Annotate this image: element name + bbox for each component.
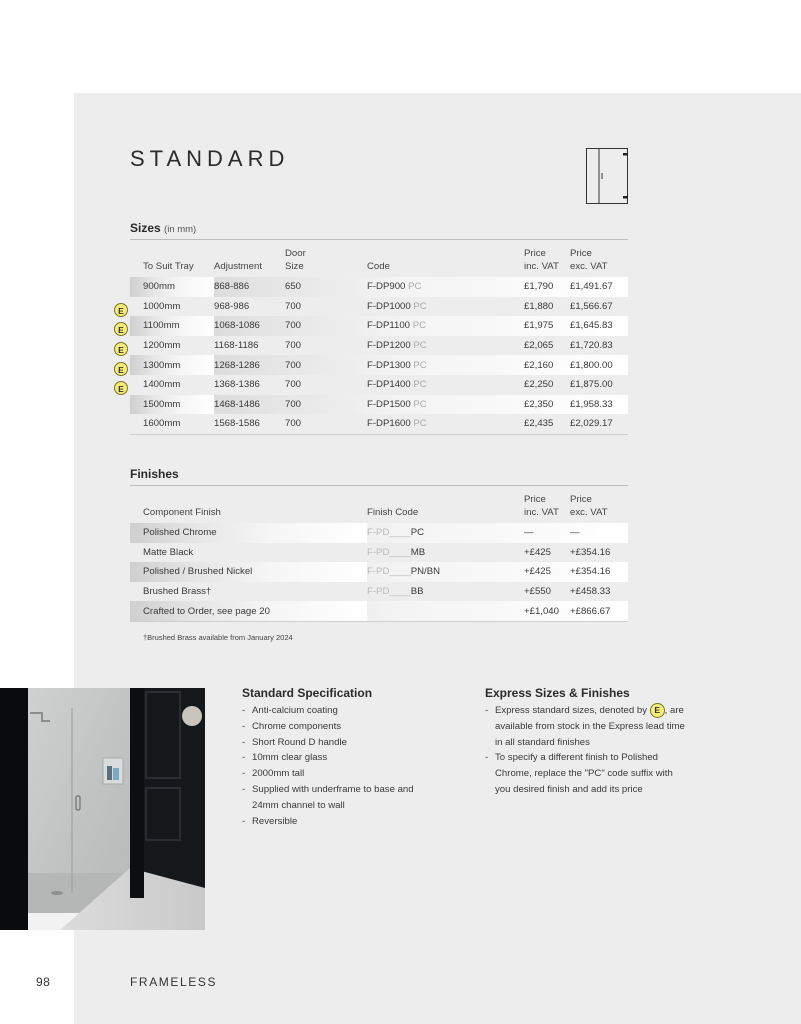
price-exc-cell: £1,875.00 [570,379,613,391]
code-cell: F-DP1500 PC [367,398,427,410]
code-cell: F-DP1200 PC [367,340,427,352]
tray-cell: 900mm [130,277,214,297]
price-exc-cell: — [570,527,580,539]
sizes-heading-label: Sizes [130,221,161,235]
finishes-row [130,562,628,582]
door-size-cell: 650 [285,281,302,293]
door-size-cell: 700 [285,300,302,312]
tray-cell: 1500mm [130,395,214,415]
sizes-row [130,277,628,297]
finishes-row [130,582,628,602]
finish-code-cell: F-PD____MB [367,546,426,558]
standard-spec-list [242,703,442,829]
tray-cell: E 1100mm [130,316,214,336]
express-badge-icon: E [114,342,128,356]
sizes-row [130,355,628,375]
tray-cell: E 1000mm [130,297,214,317]
price-exc-cell: +£354.16 [570,546,611,558]
price-inc-cell: £2,350 [524,398,554,410]
section-footer-label: FRAMELESS [130,975,218,989]
col-header-tray: To Suit Tray [143,260,194,272]
price-inc-cell: +£425 [524,566,551,578]
express-badge-icon: E [114,322,128,336]
sizes-row [130,316,628,336]
col-header-code: Code [367,260,390,272]
finishes-heading-label: Finishes [130,467,179,481]
finish-code-cell: F-PD____PN/BN [367,566,441,578]
sizes-row [130,336,628,356]
code-cell: F-DP1300 PC [367,359,427,371]
finishes-table [130,494,628,622]
code-cell: F-DP1100 PC [367,320,427,332]
spec-list-item: - 10mm clear glass [242,750,442,766]
sizes-table [118,248,628,435]
spec-list-item: - Supplied with underframe to base and 24mm channel to wall [242,782,442,814]
tray-cell: E 1400mm [130,375,214,395]
code-cell: F-DP1600 PC [367,414,524,434]
adjustment-cell: 1068-1086 [214,320,260,332]
express-list-item: - To specify a different finish to Polished Chrome, replace the "PC" code suffix with you desired finish and add its price [485,750,685,797]
price-exc-cell: +£866.67 [570,601,628,621]
finishes-row [130,543,628,563]
express-badge-icon: E [650,703,665,718]
price-exc-cell: £1,645.83 [570,320,613,332]
col-header-price-exc: Price exc. VAT [570,494,608,518]
express-info [485,686,685,798]
finish-name-cell: Crafted to Order, see page 20 [130,601,367,621]
col-header-price-inc: Price inc. VAT [524,248,559,272]
price-inc-cell: £1,880 [524,300,554,312]
price-inc-cell: +£550 [524,586,551,598]
col-header-adjustment: Adjustment [214,260,262,272]
express-list [485,703,685,798]
standard-specification [242,686,442,829]
spec-list-item: - Reversible [242,814,442,830]
price-inc-cell: — [524,527,534,539]
finish-code-cell: F-PD____BB [367,586,424,598]
price-inc-cell: £1,790 [524,281,554,293]
price-exc-cell: £1,800.00 [570,359,613,371]
spec-list-item: - Anti-calcium coating [242,703,442,719]
code-cell: F-DP1000 PC [367,300,427,312]
finishes-header-row [130,494,628,523]
express-badge-icon: E [114,381,128,395]
express-badge-icon: E [114,303,128,317]
price-inc-cell: £2,160 [524,359,554,371]
price-exc-cell: £1,566.67 [570,300,613,312]
col-header-price-exc: Price exc. VAT [570,248,608,272]
door-size-cell: 700 [285,379,302,391]
col-header-component: Component Finish [143,506,221,518]
finishes-heading [130,467,628,486]
sizes-row [130,395,628,415]
product-photo [0,688,205,930]
adjustment-cell: 968-986 [214,300,250,312]
finish-name-cell: Polished / Brushed Nickel [130,562,367,582]
finish-name-cell: Matte Black [143,546,194,558]
door-size-cell: 700 [285,320,302,332]
finishes-footnote: †Brushed Brass available from January 2024 [143,633,293,642]
express-list-item: - Express standard sizes, denoted by E , are available from stock in the Express lead time in all standard finishes [485,703,685,750]
express-heading: Express Sizes & Finishes [485,686,630,700]
price-inc-cell: £1,975 [524,320,554,332]
door-size-cell: 700 [285,359,302,371]
price-inc-cell: +£425 [524,546,551,558]
price-exc-cell: +£354.16 [570,566,611,578]
tray-cell: E 1200mm [130,336,214,356]
shower-door-diagram-icon [586,148,630,206]
sizes-heading [130,221,628,240]
adjustment-cell: 1468-1486 [214,398,260,410]
finish-code-cell [367,601,524,621]
sizes-header-row [130,248,628,277]
price-exc-cell: £2,029.17 [570,414,628,434]
standard-spec-heading: Standard Specification [242,686,373,700]
door-size-cell: 700 [285,398,302,410]
door-size-cell: 700 [285,414,367,434]
tray-cell: E 1300mm [130,355,214,375]
spec-list-item: - Chrome components [242,719,442,735]
price-inc-cell: £2,250 [524,379,554,391]
finish-name-cell: Polished Chrome [130,523,367,543]
sizes-row [130,297,628,317]
col-header-finish-code: Finish Code [367,506,419,518]
price-exc-cell: £1,720.83 [570,340,613,352]
spec-list-item: - Short Round D handle [242,735,442,751]
finishes-row [130,523,628,543]
col-header-price-inc: Price inc. VAT [524,494,559,518]
price-inc-cell: £2,065 [524,340,554,352]
sizes-row [130,414,628,434]
page-title: STANDARD [130,146,290,171]
finish-name-cell: Brushed Brass† [143,586,212,598]
adjustment-cell: 1168-1186 [214,340,259,352]
adjustment-cell: 1568-1586 [214,414,285,434]
code-cell: F-DP1400 PC [367,379,427,391]
page-number: 98 [36,975,51,989]
price-exc-cell: +£458.33 [570,586,611,598]
finishes-row [130,601,628,621]
sizes-row [130,375,628,395]
finish-code-cell: F-PD____PC [367,527,425,539]
price-exc-cell: £1,958.33 [570,398,613,410]
door-size-cell: 700 [285,340,302,352]
price-inc-cell: £2,435 [524,414,570,434]
spec-list-item: - 2000mm tall [242,766,442,782]
price-exc-cell: £1,491.67 [570,281,613,293]
express-badge-icon: E [114,362,128,376]
sizes-heading-unit: (in mm) [164,224,197,235]
price-inc-cell: +£1,040 [524,601,570,621]
tray-cell: 1600mm [130,414,214,434]
adjustment-cell: 1368-1386 [214,379,260,391]
code-cell: F-DP900 PC [367,281,422,293]
adjustment-cell: 1268-1286 [214,359,260,371]
adjustment-cell: 868-886 [214,281,250,293]
col-header-door-size: Door Size [285,248,306,272]
shower-scene-image [0,688,205,930]
